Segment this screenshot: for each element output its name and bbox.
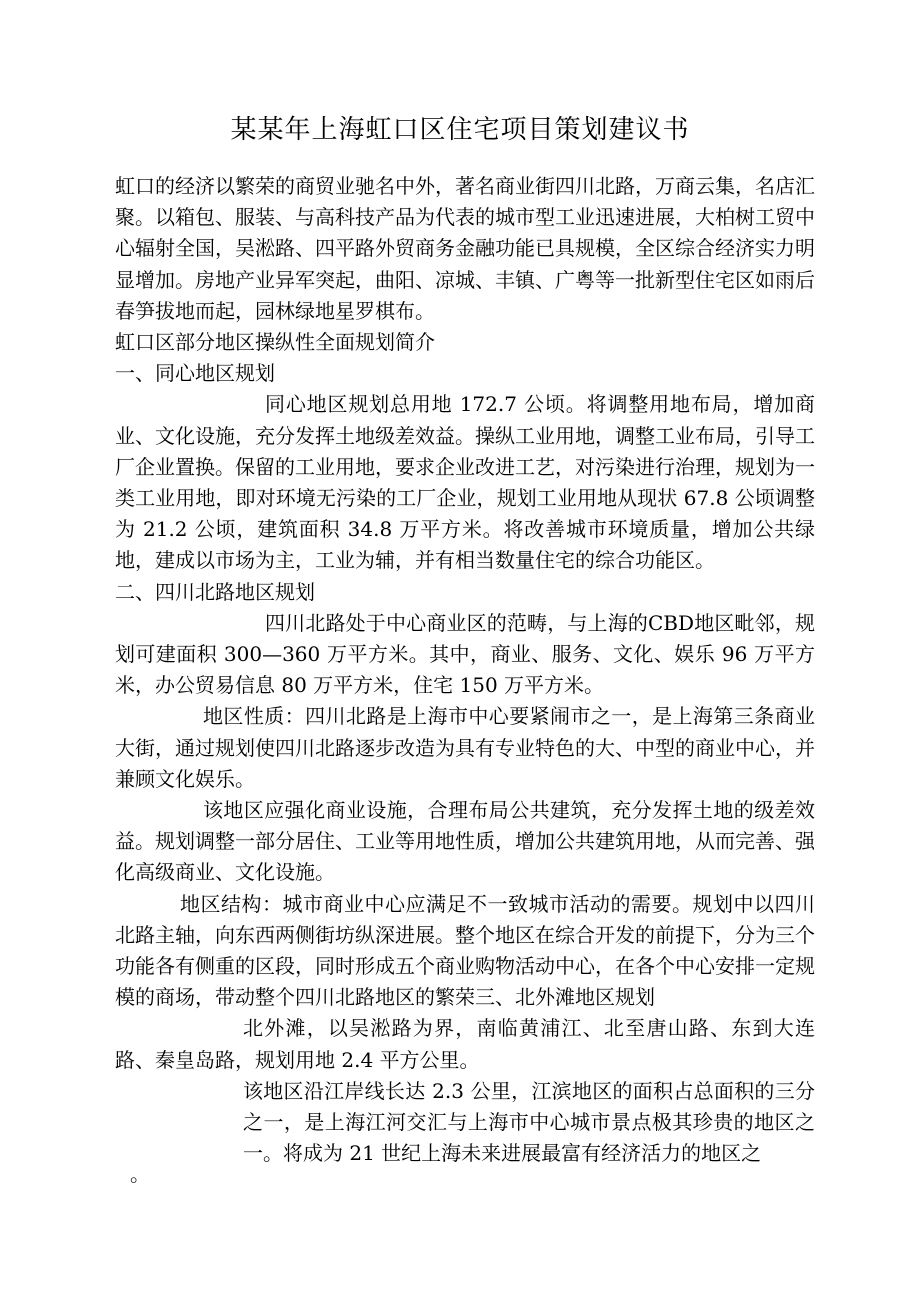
sichuan-area-paragraph: 四川北路处于中心商业区的范畴，与上海的CBD地区毗邻，规划可建面积 300—360 万平方米。其中，商业、服务、文化、娱乐 96 万平方米，办公贸易信息 80 万平方米，住宅 150 万平方米。	[115, 610, 815, 698]
document-body	[115, 171, 815, 1170]
section-heading: 虹口区部分地区操纵性全面规划简介	[115, 330, 435, 355]
area-nature-paragraph: 地区性质：四川北路是上海市中心要紧闹市之一，是上海第三条商业大街，通过规划使四川北路逐步改造为具有专业特色的大、中型的商业中心，并兼顾文化娱乐。	[115, 704, 815, 791]
intro-paragraph: 虹口的经济以繁荣的商贸业驰名中外，著名商业街四川北路，万商云集，名店汇聚。以箱包、服装、与高科技产品为代表的城市型工业迅速进展，大柏树工贸中心辐射全国，吴淞路、四平路外贸商务金融功能已具规模，全区综合经济实力明显增加。房地产业异军突起，曲阳、凉城、丰镇、广粤等一批新型住宅区如雨后春笋拔地而起，园林绿地星罗棋布。	[115, 174, 815, 323]
riverfront-paragraph: 该地区沿江岸线长达 2.3 公里，江滨地区的面积占总面积的三分之一，是上海江河交汇与上海市中心城市景点极其珍贵的地区之一。将成为 21 世纪上海未来进展最富有经济活力的地区之	[243, 1078, 815, 1166]
trailing-period: 。	[130, 1162, 150, 1186]
commercial-facilities-paragraph: 该地区应强化商业设施，合理布局公共建筑，充分发挥土地的级差效益。规划调整一部分居住、工业等用地性质，增加公共建筑用地，从而完善、强化高级商业、文化设施。	[115, 798, 815, 885]
tongxin-paragraph: 同心地区规划总用地 172.7 公顷。将调整用地布局，增加商业、文化设施，充分发挥土地级差效益。操纵工业用地，调整工业布局，引导工厂企业置换。保留的工业用地，要求企业改进工艺，对污染进行治理，规划为一类工业用地，即对环境无污染的工厂企业，规划工业用地从现状 67.8 公顷调整为 21.2 公顷，建筑面积 34.8 万平方米。将改善城市环境质量，增加公共绿地，建成以市场为主，工业为辅，并有相当数量住宅的综合功能区。	[115, 392, 815, 573]
heading-tongxin: 一、同心地区规划	[115, 361, 275, 386]
page-title: 某某年上海虹口区住宅项目策划建议书	[230, 115, 690, 145]
heading-sichuan-north-road: 二、四川北路地区规划	[115, 579, 315, 604]
area-structure-paragraph: 地区结构：城市商业中心应满足不一致城市活动的需要。规划中以四川北路主轴，向东西两侧街坊纵深进展。整个地区在综合开发的前提下，分为三个功能各有侧重的区段，同时形成五个商业购物活动中心，在各个中心安排一定规模的商场，带动整个四川北路地区的繁荣三、北外滩地区规划	[115, 891, 815, 1010]
north-bund-paragraph: 北外滩，以吴淞路为界，南临黄浦江、北至唐山路、东到大连路、秦皇岛路，规划用地 2.4 平方公里。	[115, 1016, 815, 1072]
